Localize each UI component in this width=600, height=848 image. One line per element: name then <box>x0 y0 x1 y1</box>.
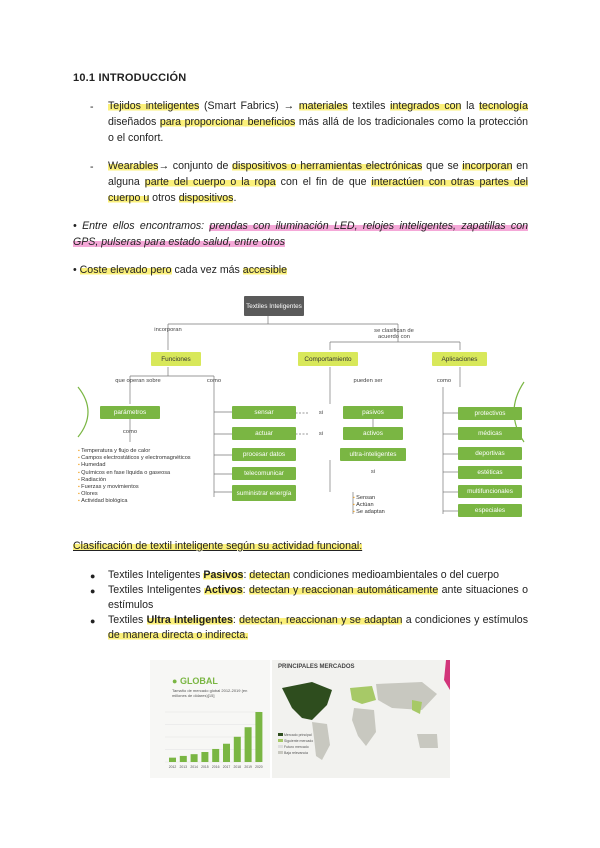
text: : <box>232 614 240 626</box>
hl-parte-cuerpo: parte del cuerpo o la ropa <box>144 176 276 188</box>
text: condiciones medioambientales o del cuerpo <box>290 569 500 581</box>
text: ante situaciones o estímulos <box>108 584 528 611</box>
ultra-item: ▪ Sensan <box>353 495 413 502</box>
legend-label: Futuro mercado <box>283 745 309 749</box>
hl-examples: prendas con iluminación LED, relojes inteligentes, zapatillas con GPS, pulseras para estado salud, entre otros <box>73 220 528 248</box>
hl-detectan-adaptan: detectan, reaccionan y se adaptan <box>239 614 403 626</box>
node-ultra: ultra-inteligentes <box>340 448 406 461</box>
tick-label: 2015 <box>201 765 209 769</box>
node-comportamiento: Comportamiento <box>298 352 358 366</box>
node-protectivos: protectivos <box>458 407 522 420</box>
hl-detectan-reaccionan: detectan y reaccionan automáticamente <box>248 584 439 596</box>
node-suministrar: suministrar energía <box>232 485 296 501</box>
global-bar-chart <box>155 702 265 772</box>
node-sensar: sensar <box>232 406 296 419</box>
text: cada vez más <box>171 264 243 276</box>
dash-bullet: - <box>90 101 94 113</box>
text: → conjunto de <box>158 160 233 172</box>
text: textiles <box>347 100 391 112</box>
hl-accesible: accesible <box>242 264 287 276</box>
label-como: como <box>122 429 138 435</box>
hl-dispositivos: dispositivos o herramientas electrónicas <box>232 160 423 172</box>
tick-label: 2012 <box>168 765 177 769</box>
text: más allá de los tradicionales como la protección o el confort. <box>108 116 528 144</box>
hl-pasivos: Pasivos <box>203 569 244 581</box>
text: a condiciones y estímulos <box>402 614 528 626</box>
legend-swatch <box>278 739 283 742</box>
node-pasivos: pasivos <box>343 406 403 419</box>
text: : <box>243 569 250 581</box>
param-item: ▪ Olores <box>78 491 218 498</box>
text: Textiles Inteligentes <box>108 584 205 596</box>
text: diseñados <box>108 116 160 128</box>
bar <box>245 727 252 762</box>
hl-coste: Coste elevado <box>79 264 148 276</box>
text: con el fin de que <box>275 176 372 188</box>
bar <box>191 754 198 762</box>
ultra-item: ▪ Actúan <box>353 502 413 509</box>
legend-label: Baja relevancia <box>283 751 308 755</box>
classification-heading <box>73 540 362 552</box>
tick-label: 2020 <box>255 765 263 769</box>
paragraph-coste <box>73 262 528 278</box>
node-medicas: médicas <box>458 427 522 440</box>
hl-directa: de manera directa o indirecta. <box>108 629 249 641</box>
legend-item <box>278 750 313 756</box>
list-item-pasivos <box>108 568 528 583</box>
label-si: si <box>318 410 324 416</box>
legend-label: Siguiente mercado <box>283 739 314 743</box>
legend-swatch <box>278 751 283 754</box>
label-como: como <box>436 378 452 384</box>
text: (Smart Fabrics) → <box>199 100 299 112</box>
world-map <box>272 660 450 778</box>
hl-pero: pero <box>147 264 172 276</box>
param-item: ▪ Químicos en fase líquida o gaseosa <box>78 470 218 477</box>
param-item: ▪ Humedad <box>78 462 218 469</box>
bullet-dot: ● <box>90 586 96 596</box>
hl-ultra: Ultra Inteligentes <box>146 614 233 626</box>
label-si: si <box>370 469 376 475</box>
label-incorporan: incorporan <box>154 327 182 333</box>
bar <box>255 712 262 762</box>
text: que se <box>422 160 463 172</box>
hl-activos: Activos <box>204 584 243 596</box>
bullet-dot: ● <box>90 616 96 626</box>
global-subtitle: Tamaño de mercado global 2012-2019 (en millones de dólares)[15] <box>172 688 248 698</box>
map-legend <box>278 732 313 756</box>
params-list <box>78 448 218 506</box>
dash-bullet: - <box>90 161 94 173</box>
node-actuar: actuar <box>232 427 296 440</box>
param-item: ▪ Fuerzas y movimientos <box>78 484 218 491</box>
hl-materiales: materiales <box>298 100 348 112</box>
market-figure <box>150 660 450 778</box>
param-item: ▪ Temperatura y flujo de calor <box>78 448 218 455</box>
node-telecomunicar: telecomunicar <box>232 467 296 480</box>
label-si: si <box>318 431 324 437</box>
hl-detectan: detectan <box>249 569 291 581</box>
param-item: ▪ Campos electrostáticos y electromagnéticos <box>78 455 218 462</box>
global-title: ● GLOBAL <box>172 676 218 686</box>
param-item: ▪ Radiación <box>78 477 218 484</box>
text: la <box>461 100 480 112</box>
tick-label: 2018 <box>233 765 242 769</box>
bar <box>223 744 230 762</box>
bar <box>201 752 208 762</box>
hl-wearables: Wearables <box>108 160 159 172</box>
node-esteticas: estéticas <box>458 466 522 479</box>
tick-label: 2016 <box>211 765 220 769</box>
node-activos: activos <box>343 427 403 440</box>
text: otros <box>149 192 179 204</box>
ultra-list <box>353 495 413 517</box>
ultra-item: ▪ Se adaptan <box>353 509 413 516</box>
global-panel <box>150 660 270 778</box>
bar <box>169 758 176 762</box>
text: • <box>73 264 80 276</box>
label-operan: que operan sobre <box>115 378 161 384</box>
paragraph-tejidos <box>108 98 528 146</box>
node-deportivas: deportivas <box>458 447 522 460</box>
node-funciones: Funciones <box>151 352 201 366</box>
section-heading: 10.1 INTRODUCCIÓN <box>73 72 187 84</box>
concept-map <box>68 292 532 527</box>
text: : <box>242 584 249 596</box>
tick-label: 2017 <box>222 765 231 769</box>
tick-label: 2019 <box>244 765 252 769</box>
paragraph-entre-ellos <box>73 218 528 250</box>
global-title-text: GLOBAL <box>179 676 218 686</box>
legend-swatch <box>278 733 283 736</box>
map-panel <box>272 660 450 778</box>
map-title: PRINCIPALES MERCADOS <box>278 664 355 670</box>
node-multifuncionales: multifuncionales <box>458 485 522 498</box>
legend-swatch <box>278 745 283 748</box>
node-aplicaciones: Aplicaciones <box>432 352 487 366</box>
bar <box>212 749 219 762</box>
node-root: Textiles Inteligentes <box>244 296 304 316</box>
legend-label: Mercado principal <box>283 733 312 737</box>
hl-integrados: integrados con <box>390 100 462 112</box>
bar <box>234 737 241 762</box>
text: Textiles <box>108 614 147 626</box>
hl-incorporan: incorporan <box>462 160 513 172</box>
hl-tejidos: Tejidos inteligentes <box>108 100 200 112</box>
bullet-dot: ● <box>90 571 96 581</box>
tick-label: 2014 <box>190 765 198 769</box>
text: en alguna <box>108 160 528 188</box>
hl-dispositivos2: dispositivos <box>178 192 234 204</box>
hl-clasif: Clasificación de textil inteligente según su actividad funcional: <box>73 540 363 552</box>
label-pueden-ser: pueden ser <box>353 378 383 384</box>
hl-beneficios: para proporcionar beneficios <box>159 116 296 128</box>
node-parametros: parámetros <box>100 406 160 419</box>
node-procesar: procesar datos <box>232 448 296 461</box>
label-clasifican: se clasifican de acuerdo con <box>374 328 414 340</box>
tick-label: 2013 <box>179 765 188 769</box>
paragraph-wearables: Wearables→ conjunto de dispositivos o herramientas electrónicas que se incorporan en alguna parte del cuerpo o la ropa con el fin de que interactúen con otras partes del cuerpo u otros dispositivos. <box>108 160 528 204</box>
hl-interactuen: interactúen con otras partes del cuerpo u <box>108 176 528 204</box>
list-item-ultra <box>108 613 528 643</box>
text: • Entre ellos encontramos: <box>73 220 210 232</box>
bar <box>180 756 187 762</box>
param-item: ▪ Actividad biológica <box>78 498 218 505</box>
hl-tecnologia: tecnología <box>479 100 528 112</box>
text: Textiles Inteligentes <box>108 569 204 581</box>
node-especiales: especiales <box>458 504 522 517</box>
list-item-activos <box>108 583 528 613</box>
label-como: como <box>206 378 222 384</box>
